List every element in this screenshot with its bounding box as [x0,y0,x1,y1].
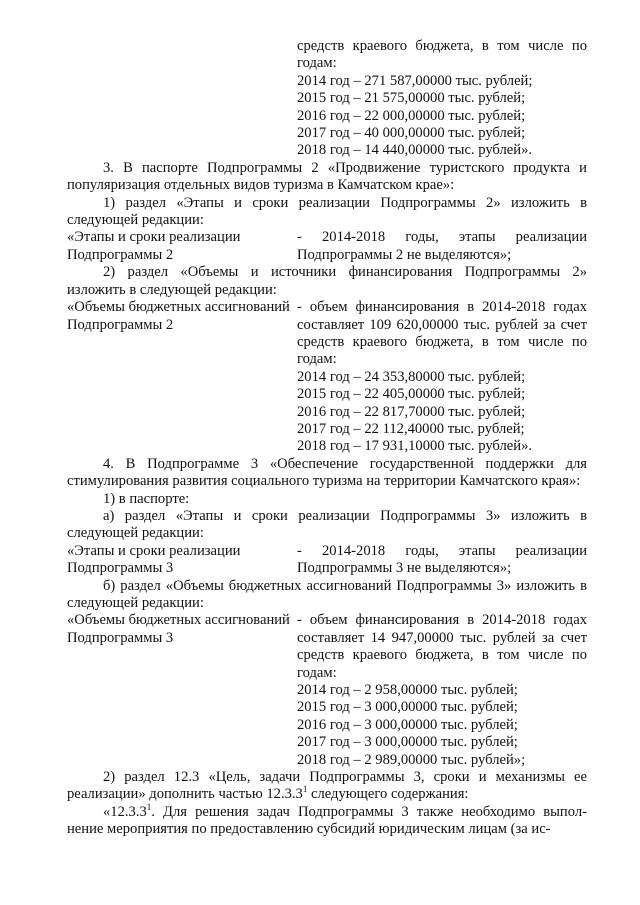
year-line: 2018 год – 14 440,00000 тыс. рублей». [297,142,533,159]
item2-text-tail: следующего содержания: [307,786,469,803]
year-line: 2014 год – 24 353,80000 тыс. рублей; [297,368,526,385]
text-line: Подпрограммы 3 не выделяются»; [297,560,512,577]
year-line: 2017 год – 40 000,00000 тыс. рублей; [297,125,526,142]
section4-table2 [67,612,587,769]
year-line: 2015 год – 3 000,00000 тыс. рублей; [297,699,518,716]
text-line: средств краевого бюджета, в том числе по [297,647,587,664]
table-left-cell: «Этапы и сроки реализации Подпрограммы 3 [67,542,241,577]
text-line: годам: [297,351,337,368]
section3-table1 [67,229,587,264]
year-line: 2014 год – 271 587,00000 тыс. рублей; [297,72,533,89]
table-right-cell [297,612,587,769]
superscript: 1 [302,784,308,795]
table-right-cell [297,229,587,264]
section3-table2 [67,299,587,456]
year-line: 2018 год – 17 931,10000 тыс. рублей». [297,438,533,455]
text-line: - объем финансирования в 2014-2018 годах [297,299,587,316]
text-line: средств краевого бюджета, в том числе по [297,38,587,54]
section4-item2 [67,769,587,804]
section4-quote [67,804,587,839]
year-line: 2014 год – 2 958,00000 тыс. рублей; [297,682,518,699]
section4-table1 [67,543,587,578]
text-line: годам: [297,55,337,72]
section4-intro: 4. В Подпрограмме 3 «Обеспечение государственной поддержки для стимулирования развития социального туризма на территории Камчатского края»: [67,455,587,490]
section3-item2: 2) раздел «Объемы и источники финансирования Подпрограммы 2» изложить в следующей редакции: [67,264,587,298]
table-left-cell: «Объемы бюджетных ассигнований Подпрограммы 3 [67,612,290,646]
section4-item-b: б) раздел «Объемы бюджетных ассигнований Подпрограммы 3» изложить в следующей редакции: [67,577,587,611]
table-left-cell: «Этапы и сроки реализации Подпрограммы 2 [67,229,241,263]
year-line: 2015 год – 22 405,00000 тыс. рублей; [297,386,526,403]
section3-item1: 1) раздел «Этапы и сроки реализации Подпрограммы 2» изложить в следующей редакции: [67,194,587,229]
superscript: 1 [146,802,152,813]
section4-item1: 1) в паспорте: [103,490,190,507]
year-line: 2017 год – 3 000,00000 тыс. рублей; [297,734,518,751]
text-line: годам: [297,664,337,681]
year-line: 2016 год – 22 000,00000 тыс. рублей; [297,107,526,124]
year-line: 2018 год – 2 989,00000 тыс. рублей»; [297,751,526,768]
section4-item-a: а) раздел «Этапы и сроки реализации Подпрограммы 3» изложить в следующей редакции: [67,507,587,542]
text-line: - 2014-2018 годы, этапы реализации [297,542,587,559]
item2-text: 2) раздел 12.3 «Цель, задачи Подпрограммы 3, сроки и механизмы ее реализации» дополнить частью 12.3.3 [67,769,587,803]
table-right-cell [297,543,587,578]
text-line: средств краевого бюджета, в том числе по [297,333,587,350]
text-line: составляет 109 620,00000 тыс. рублей за счет [297,316,587,333]
section3-intro: 3. В паспорте Подпрограммы 2 «Продвижение туристского продукта и популяризация отдельных видов туризма в Камчатском крае»: [67,159,587,194]
text-line: - 2014-2018 годы, этапы реализации [297,229,587,246]
table-left-cell: «Объемы бюджетных ассигнований Подпрограммы 2 [67,299,290,333]
quote-text-tail: . Для решения задач Подпрограммы 3 также необходимо выпол-нение мероприятия по предоставлению субсидий юридическим лицам (за ис- [67,803,587,838]
document-page [67,38,587,839]
quote-text: «12.3.3 [103,803,147,820]
year-line: 2017 год – 22 112,40000 тыс. рублей; [297,420,525,437]
text-line: Подпрограммы 2 не выделяются»; [297,246,512,263]
year-line: 2015 год – 21 575,00000 тыс. рублей; [297,90,526,107]
year-line: 2016 год – 22 817,70000 тыс. рублей; [297,403,526,420]
top-continuation [297,38,587,160]
table-right-cell [297,299,587,456]
year-line: 2016 год – 3 000,00000 тыс. рублей; [297,716,518,733]
text-line: составляет 14 947,00000 тыс. рублей за счет [297,629,587,646]
text-line: - объем финансирования в 2014-2018 годах [297,612,587,629]
